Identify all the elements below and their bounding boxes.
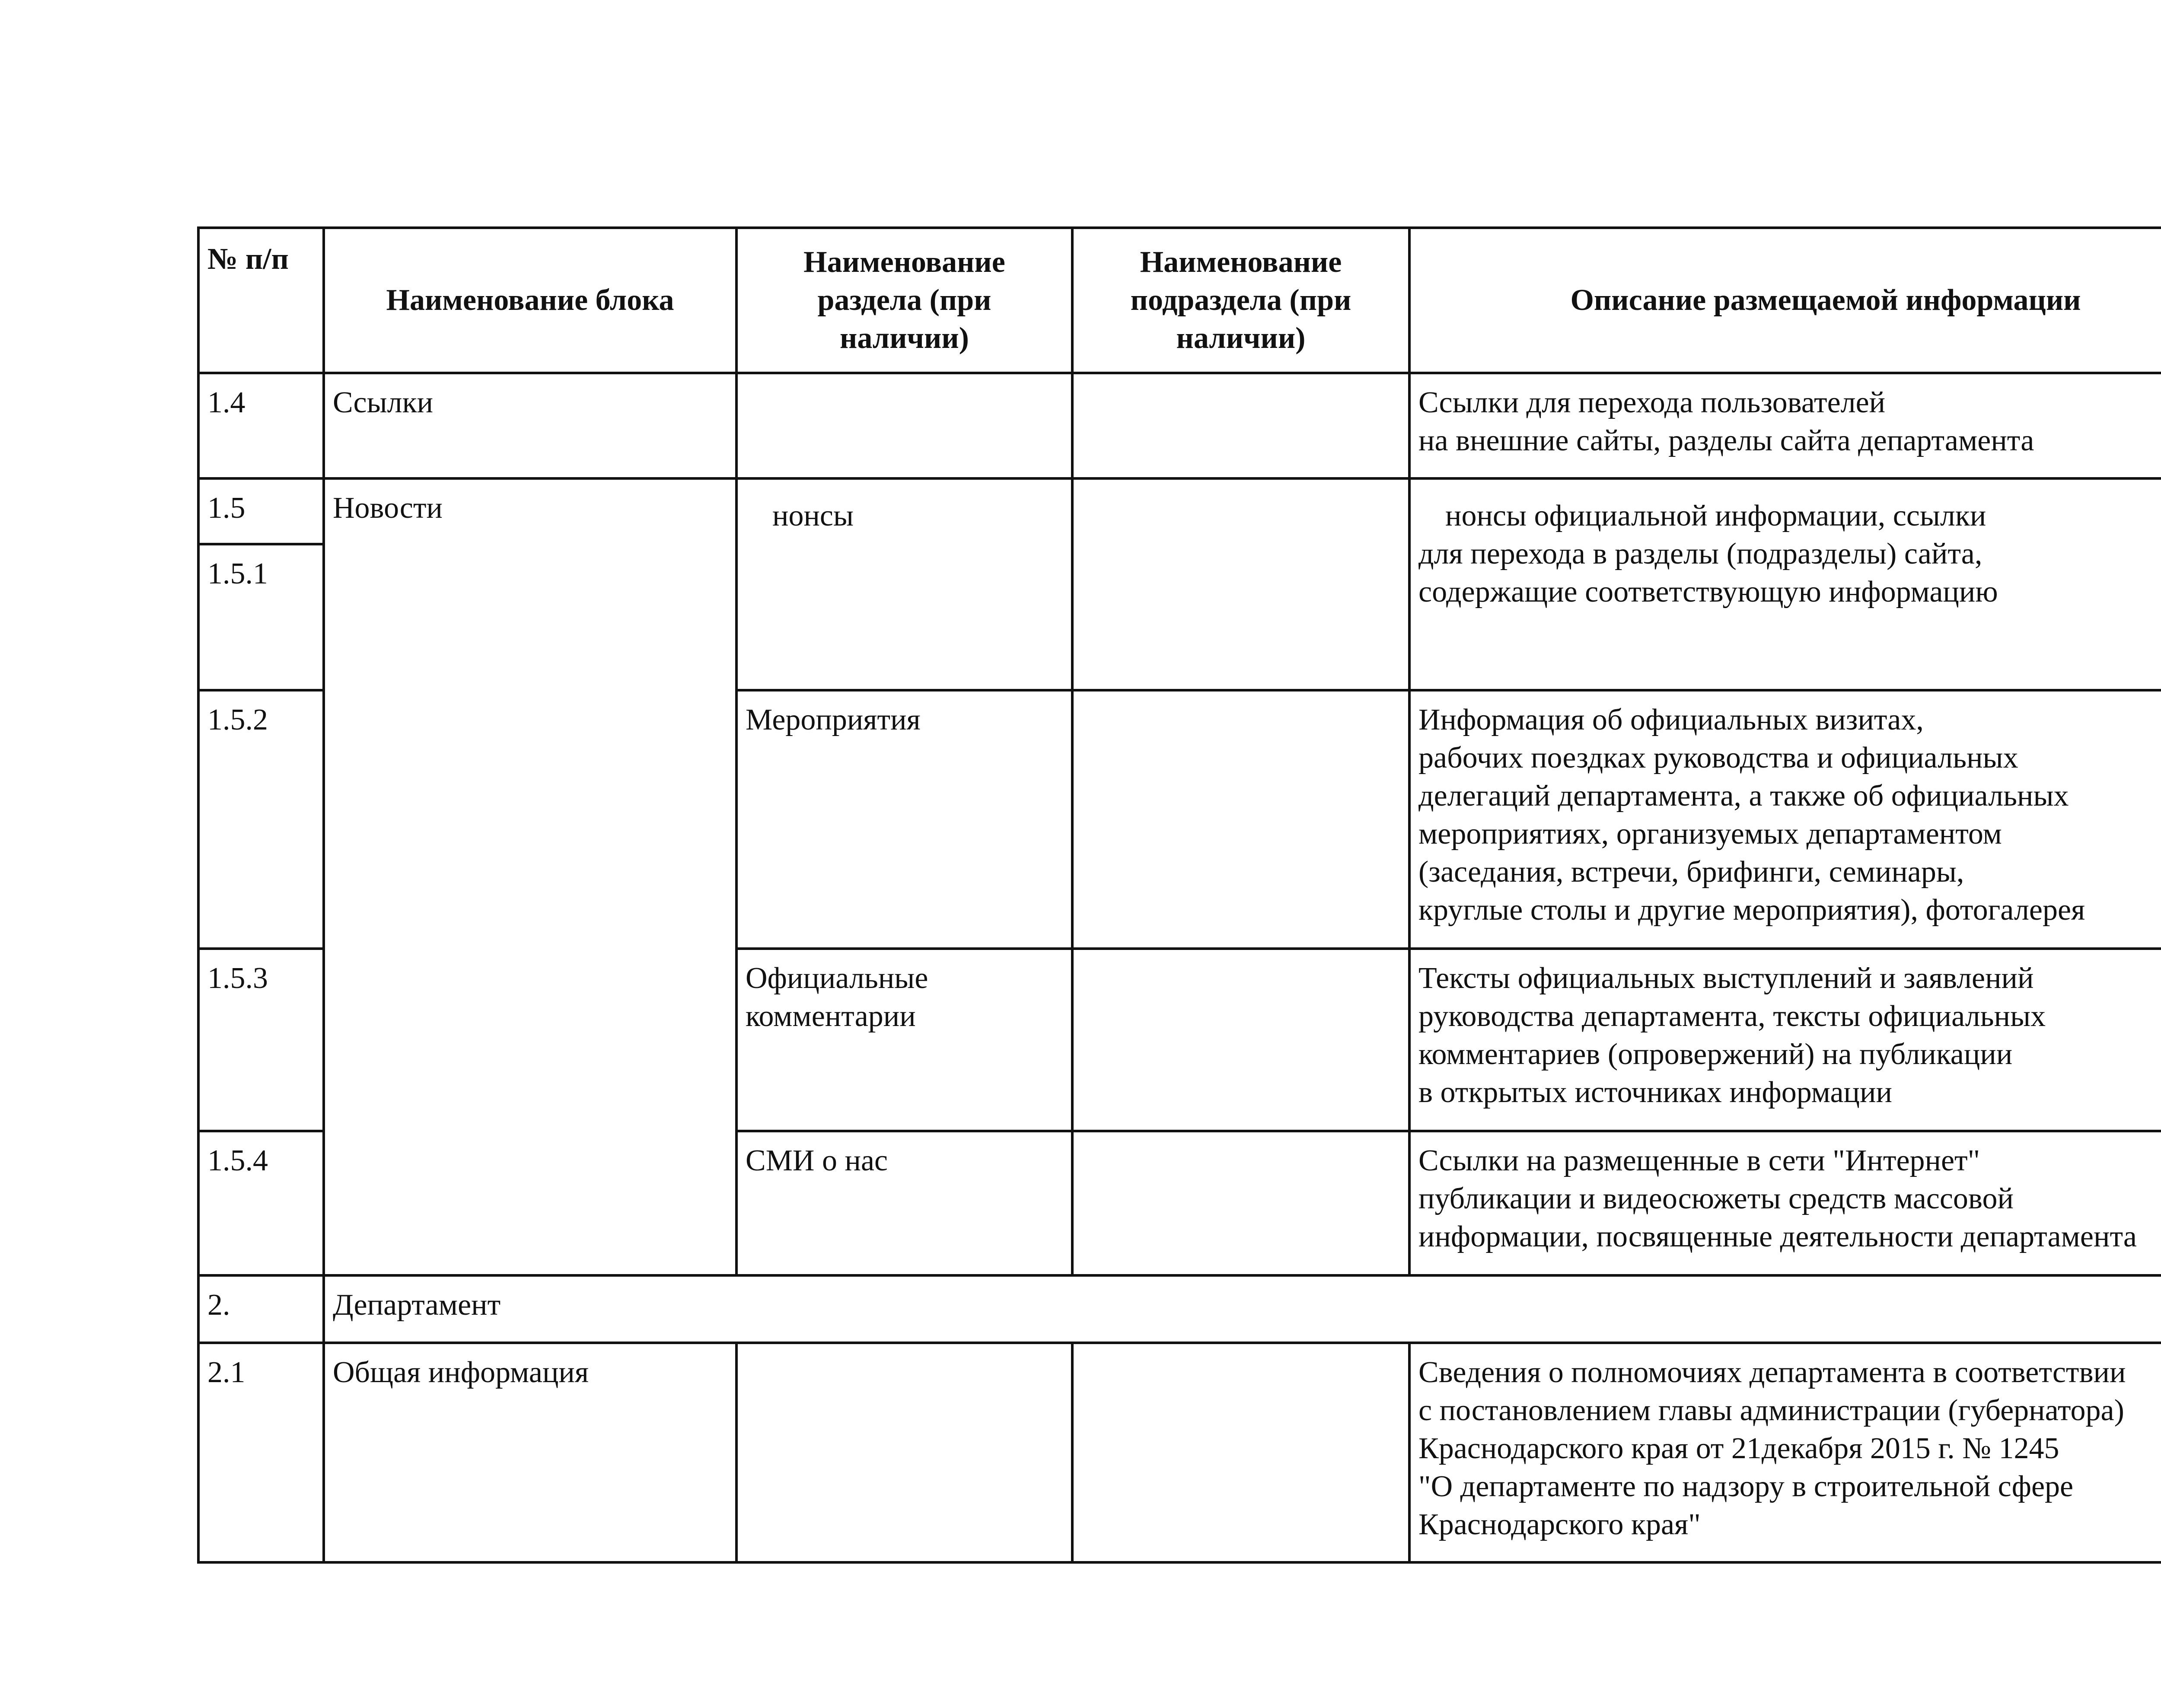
row-section: СМИ о нас [736, 1131, 1072, 1275]
information-table [197, 226, 2161, 1564]
header-block: Наименование блока [324, 228, 736, 373]
row-description: Ссылки на размещенные в сети "Интернет" публикации и видеосюжеты средств массовой информации, посвященные деятельности департамента [1409, 1131, 2161, 1275]
row-description: Сведения о полномочиях департамента в соответствии с постановлением главы администрации (губернатора) Краснодарского края от 21декабря 2015 г. № 1245 "О департаменте по надзору в строительной сфере Краснодарского края" [1409, 1343, 2161, 1562]
row-num: 1.5.2 [198, 690, 324, 949]
row-description: Ссылки для перехода пользователей на внешние сайты, разделы сайта департамента [1409, 373, 2161, 478]
row-block: Новости [324, 478, 736, 1275]
row-section: нонсы [736, 478, 1072, 690]
header-subsection: Наименование подраздела (при наличии) [1072, 228, 1409, 373]
table-row [198, 1275, 2161, 1343]
header-section: Наименование раздела (при наличии) [736, 228, 1072, 373]
header-row [198, 228, 2161, 373]
row-num: 1.4 [198, 373, 324, 478]
row-num: 1.5.4 [198, 1131, 324, 1275]
row-subsection [1072, 949, 1409, 1131]
row-num: 1.5.3 [198, 949, 324, 1131]
row-block: Общая информация [324, 1343, 736, 1562]
row-subsection [1072, 373, 1409, 478]
table-row [198, 373, 2161, 478]
row-section: Мероприятия [736, 690, 1072, 949]
table-row [198, 1343, 2161, 1562]
row-block: Департамент [324, 1275, 2161, 1343]
row-section: Официальные комментарии [736, 949, 1072, 1131]
row-section [736, 373, 1072, 478]
row-num: 1.5 [198, 478, 324, 544]
row-num: 1.5.1 [198, 544, 324, 690]
row-subsection [1072, 690, 1409, 949]
row-subsection [1072, 1131, 1409, 1275]
row-description: Информация об официальных визитах, рабочих поездках руководства и официальных делегаций департамента, а также об официальных мероприятиях, организуемых департаментом (заседания, встречи, брифинги, семинары, круглые столы и другие мероприятия), фотогалерея [1409, 690, 2161, 949]
row-num: 2.1 [198, 1343, 324, 1562]
table-row [198, 478, 2161, 544]
row-subsection [1072, 478, 1409, 690]
row-section [736, 1343, 1072, 1562]
row-description: Тексты официальных выступлений и заявлений руководства департамента, тексты официальных комментариев (опровержений) на публикации в открытых источниках информации [1409, 949, 2161, 1131]
row-block: Ссылки [324, 373, 736, 478]
row-subsection [1072, 1343, 1409, 1562]
header-description: Описание размещаемой информации [1409, 228, 2161, 373]
row-description: нонсы официальной информации, ссылки для перехода в разделы (подразделы) сайта, содержащие соответствующую информацию [1409, 478, 2161, 690]
row-num: 2. [198, 1275, 324, 1343]
header-num: № п/п [198, 228, 324, 373]
